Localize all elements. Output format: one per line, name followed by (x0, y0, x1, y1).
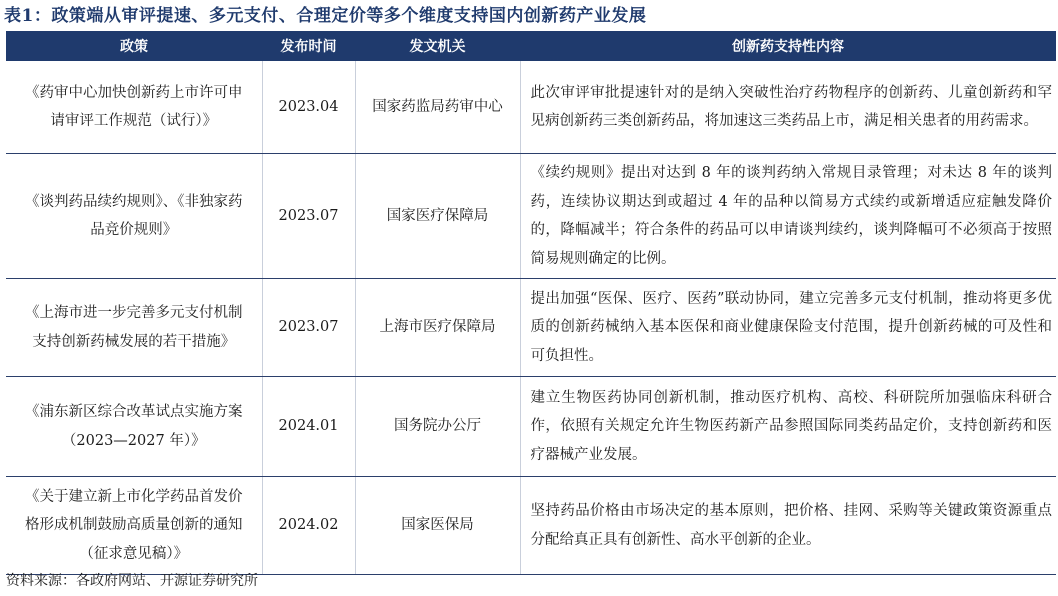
cell-content: 提出加强“医保、医疗、医药”联动协同，建立完善多元支付机制，推动将更多优质的创新药械纳入基本医保和商业健康保险支付范围，提升创新药械的可及性和可负担性。 (520, 279, 1056, 377)
cell-date: 2024.02 (262, 477, 355, 575)
table-header-row (6, 31, 1056, 61)
table-row (6, 61, 1056, 154)
cell-org: 国家药监局药审中心 (355, 61, 520, 154)
cell-date: 2024.01 (262, 377, 355, 477)
cell-org: 国务院办公厅 (355, 377, 520, 477)
header-content: 创新药支持性内容 (520, 31, 1056, 61)
cell-org: 国家医保局 (355, 477, 520, 575)
table-row (6, 154, 1056, 279)
cell-policy: 《浦东新区综合改革试点实施方案（2023—2027 年）》 (6, 377, 262, 477)
policy-table (6, 31, 1056, 575)
cell-date: 2023.07 (262, 279, 355, 377)
cell-content: 《续约规则》提出对达到 8 年的谈判药纳入常规目录管理；对未达 8 年的谈判药，连续协议期达到或超过 4 年的品种以简易方式续约或新增适应症触发降价的，降幅减半；符合条件的药品可以申请谈判续约，谈判降幅可不必须高于按照简易规则确定的比例。 (520, 154, 1056, 279)
cell-org: 上海市医疗保障局 (355, 279, 520, 377)
table-row (6, 279, 1056, 377)
cell-content: 坚持药品价格由市场决定的基本原则，把价格、挂网、采购等关键政策资源重点分配给真正具有创新性、高水平创新的企业。 (520, 477, 1056, 575)
table-row (6, 377, 1056, 477)
cell-content: 建立生物医药协同创新机制，推动医疗机构、高校、科研院所加强临床科研合作，依照有关规定允许生物医药新产品参照国际同类药品定价，支持创新药和医疗器械产业发展。 (520, 377, 1056, 477)
table-row (6, 477, 1056, 575)
cell-policy: 《关于建立新上市化学药品首发价格形成机制鼓励高质量创新的通知（征求意见稿）》 (6, 477, 262, 575)
cell-policy: 《上海市进一步完善多元支付机制支持创新药械发展的若干措施》 (6, 279, 262, 377)
cell-policy: 《谈判药品续约规则》、《非独家药品竞价规则》 (6, 154, 262, 279)
cell-date: 2023.04 (262, 61, 355, 154)
source-note: 资料来源：各政府网站、开源证券研究所 (6, 573, 258, 589)
header-org: 发文机关 (355, 31, 520, 61)
cell-date: 2023.07 (262, 154, 355, 279)
header-date: 发布时间 (262, 31, 355, 61)
cell-content: 此次审评审批提速针对的是纳入突破性治疗药物程序的创新药、儿童创新药和罕见病创新药三类创新药品，将加速这三类药品上市，满足相关患者的用药需求。 (520, 61, 1056, 154)
header-policy: 政策 (6, 31, 262, 61)
table-title: 表1：政策端从审评提速、多元支付、合理定价等多个维度支持国内创新药产业发展 (4, 6, 647, 26)
cell-policy: 《药审中心加快创新药上市许可申请审评工作规范（试行）》 (6, 61, 262, 154)
cell-org: 国家医疗保障局 (355, 154, 520, 279)
